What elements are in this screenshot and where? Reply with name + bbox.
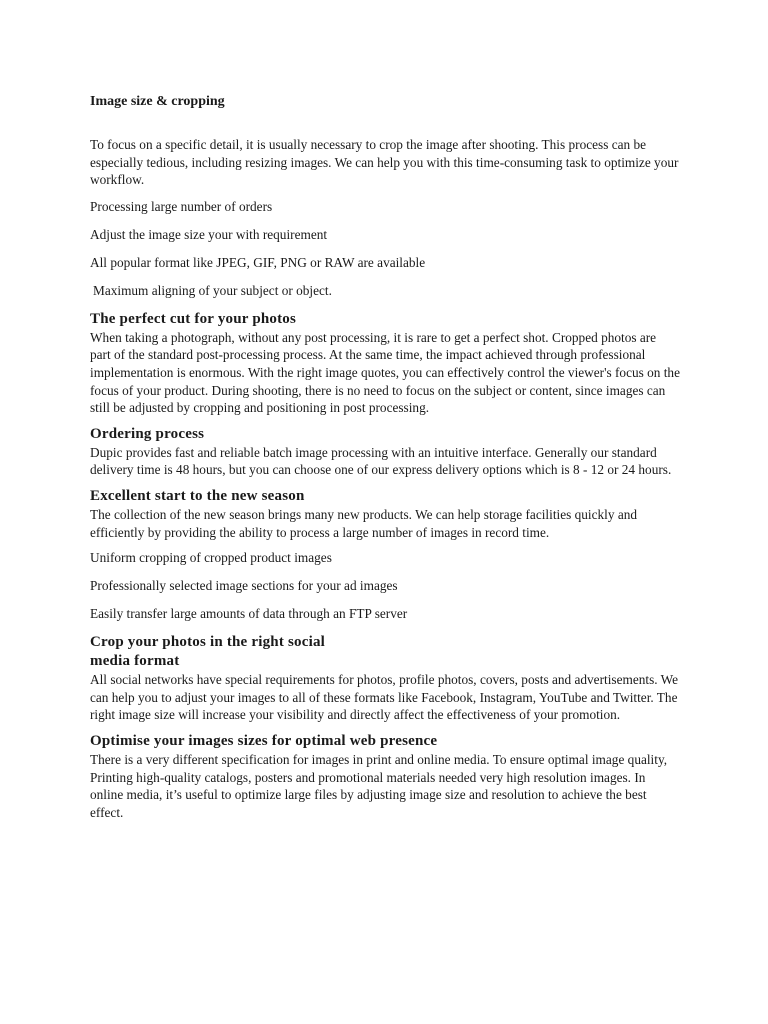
section-item: Professionally selected image sections for your ad images (90, 578, 398, 594)
section-body: There is a very different specification for images in print and online media. To ensure optimal image quality, Printing high-quality catalogs, posters and promotional materials needed very high resolution images. In online media, it’s useful to optimize large files by adjusting image size and resolution to achieve the best effect. (90, 751, 668, 820)
section-heading: Excellent start to the new season (90, 487, 305, 504)
intro-item: Adjust the image size your with requirement (90, 226, 328, 242)
section-body: The collection of the new season brings many new products. We can help storage facilities quickly and efficiently by providing the ability to process a large number of images in record time. (90, 506, 638, 540)
section-perfect-cut (90, 310, 680, 417)
section-body: Dupic provides fast and reliable batch image processing with an intuitive interface. Generally our standard delivery time is 48 hours, but you can choose one of our express delivery options which is 8 - 12 or 24 hours. (90, 444, 672, 478)
section-heading: Ordering process (90, 425, 205, 442)
intro-item: Processing large number of orders (90, 198, 273, 214)
section-web-presence (90, 732, 680, 821)
section-social-media (90, 633, 680, 724)
intro-paragraph: To focus on a specific detail, it is usually necessary to crop the image after shooting. This process can be especially tedious, including resizing images. We can help you with this time-consuming task to optimize your workflow. (90, 137, 679, 188)
section-heading-line: Crop your photos in the right social (90, 634, 326, 651)
section-heading: Optimise your images sizes for optimal web presence (90, 732, 438, 749)
section-heading (90, 633, 680, 671)
document-title: Image size & cropping (90, 94, 225, 109)
section-item: Uniform cropping of cropped product images (90, 550, 332, 566)
document-page (90, 93, 680, 829)
section-heading-line: media format (90, 653, 180, 670)
section-item: Easily transfer large amounts of data through an FTP server (90, 606, 408, 622)
section-body: When taking a photograph, without any post processing, it is rare to get a perfect shot. Cropped photos are part of the standard post-processing process. At the same time, the impact achieved through professional implementation is enormous. With the right image quotes, you can effectively control the viewer's focus on the focus of your product. During shooting, there is no need to focus on the subject or content, since images can still be adjusted by cropping and positioning in post processing. (90, 329, 680, 416)
section-body: All social networks have special requirements for photos, profile photos, covers, posts and advertisements. We can help you to adjust your images to all of these formats like Facebook, Instagram, YouTube and Twitter. The right image size will increase your visibility and directly affect the effectiveness of your promotion. (90, 672, 679, 723)
intro-item: All popular format like JPEG, GIF, PNG or RAW are available (90, 254, 426, 270)
section-ordering-process (90, 425, 680, 479)
section-heading: The perfect cut for your photos (90, 310, 297, 327)
section-new-season (90, 487, 680, 623)
intro-item: Maximum aligning of your subject or object. (93, 282, 332, 298)
